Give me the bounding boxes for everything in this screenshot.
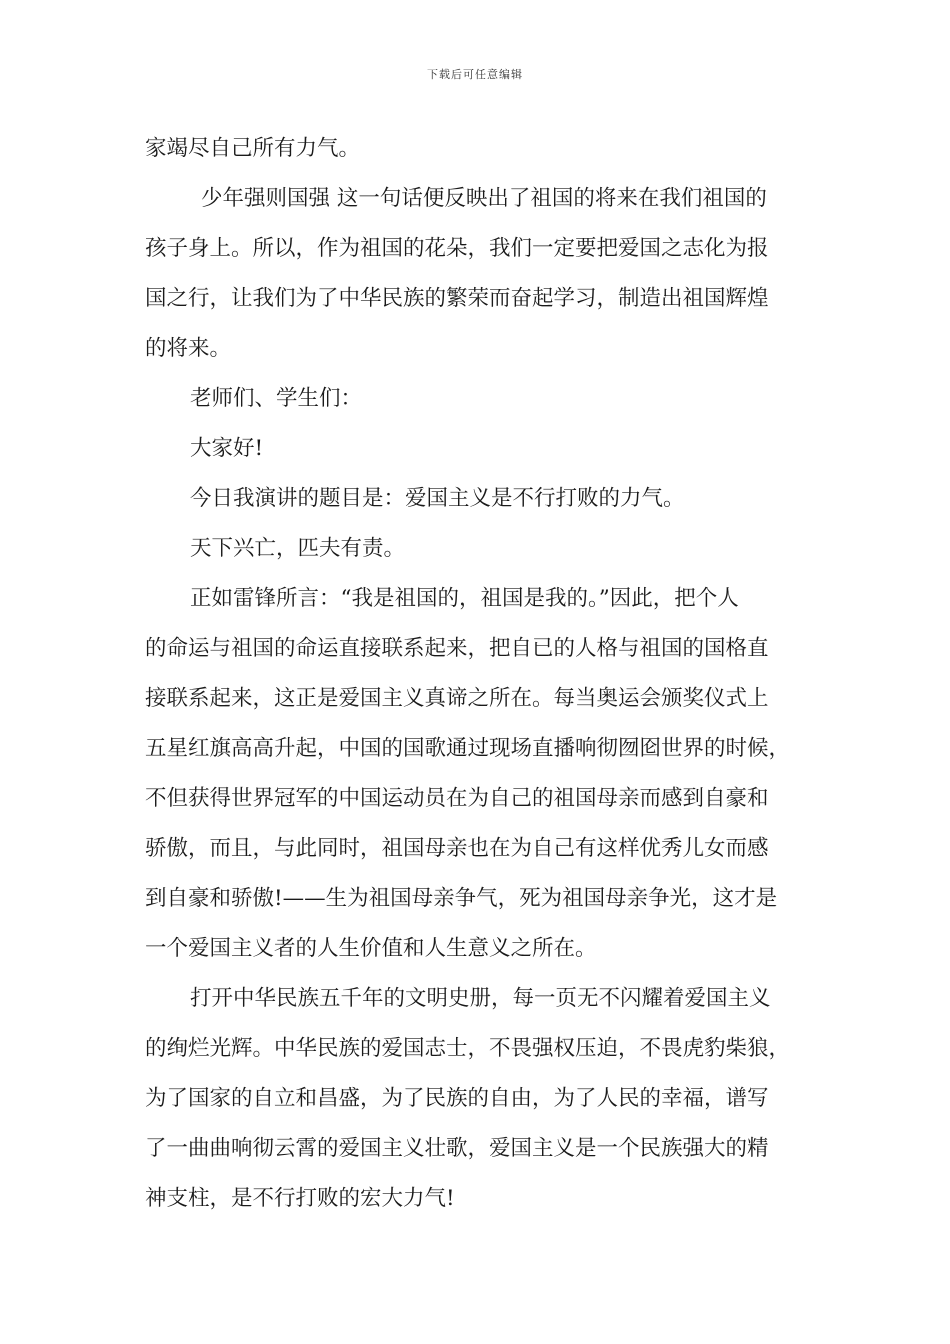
paragraph-proverb — [145, 524, 805, 574]
text-line: 一个爱国主义者的人生价值和人生意义之所在。 — [145, 936, 597, 961]
text-line: 打开中华民族五千年的文明史册，每一页无不闪耀着爱国主义 — [190, 986, 771, 1011]
text-line: 接联系起来，这正是爱国主义真谛之所在。每当奥运会颁奖仪式上 — [145, 686, 769, 711]
paragraph-speech-title — [145, 474, 805, 524]
text-line: 骄傲，而且，与此同时，祖国母亲也在为自己有这样优秀儿女而感 — [145, 836, 769, 861]
text-line: 了一曲曲响彻云霄的爱国主义壮歌，爱国主义是一个民族强大的精 — [145, 1136, 769, 1161]
paragraph-history — [145, 974, 805, 1224]
paragraph-salutation — [145, 374, 805, 424]
text-line: 神支柱，是不行打败的宏大力气! — [145, 1186, 455, 1211]
text-line: 国之行，让我们为了中华民族的繁荣而奋起学习，制造出祖国辉煌 — [145, 286, 769, 311]
text-line: 的绚烂光辉。中华民族的爱国志士，不畏强权压迫，不畏虎豹柴狼， — [145, 1036, 791, 1061]
text-line: 今日我演讲的题目是：爱国主义是不行打败的力气。 — [190, 486, 685, 511]
text-line: 不但获得世界冠军的中国运动员在为自己的祖国母亲而感到自豪和 — [145, 786, 769, 811]
text-line: 家竭尽自己所有力气。 — [145, 136, 361, 161]
document-body — [145, 124, 805, 1224]
text-line: 正如雷锋所言：“我是祖国的，祖国是我的。”因此，把个人 — [190, 586, 739, 611]
text-line: 孩子身上。所以，作为祖国的花朵，我们一定要把爱国之志化为报 — [145, 236, 769, 261]
text-line: 大家好! — [190, 436, 264, 461]
paragraph-continuation — [145, 124, 805, 174]
text-line: 少年强则国强 这一句话便反映出了祖国的将来在我们祖国的 — [201, 186, 767, 211]
paragraph-leifeng — [145, 574, 805, 974]
paragraph-youth-strong — [145, 174, 805, 374]
text-line: 五星红旗高高升起，中国的国歌通过现场直播响彻囫囵世界的时候， — [145, 736, 791, 761]
page-header: 下载后可任意编辑 — [427, 68, 523, 81]
text-line: 到自豪和骄傲!——生为祖国母亲争气，死为祖国母亲争光，这才是 — [145, 886, 778, 911]
text-line: 天下兴亡，匹夫有责。 — [190, 536, 406, 561]
paragraph-greeting — [145, 424, 805, 474]
text-line: 的将来。 — [145, 336, 232, 361]
text-line: 为了国家的自立和昌盛，为了民族的自由，为了人民的幸福，谱写 — [145, 1086, 769, 1111]
text-line: 老师们、学生们： — [190, 386, 363, 411]
text-line: 的命运与祖国的命运直接联系起来，把自已的人格与祖国的国格直 — [145, 636, 769, 661]
